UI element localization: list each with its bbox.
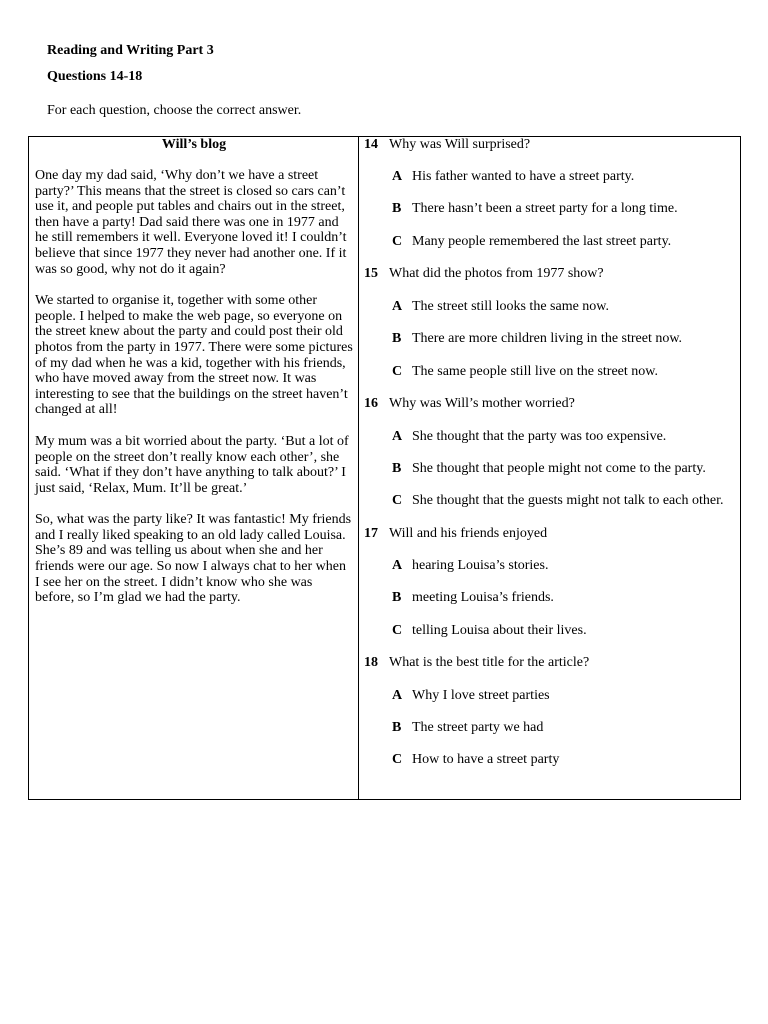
option-text: She thought that the party was too expensive. [412, 429, 667, 444]
option-text: His father wanted to have a street party. [412, 169, 635, 184]
option-16-a[interactable] [392, 429, 666, 445]
option-letter: A [392, 558, 403, 573]
option-17-a[interactable] [392, 558, 548, 574]
option-16-c[interactable] [392, 493, 723, 509]
question-text: Why was Will surprised? [389, 137, 531, 152]
blog-title: Will’s blog [161, 137, 227, 152]
option-14-c[interactable] [392, 234, 671, 250]
option-text: The same people still live on the street now. [412, 364, 658, 379]
option-16-b[interactable] [392, 461, 706, 477]
question-15 [364, 266, 604, 282]
option-letter: B [392, 201, 402, 216]
option-18-b[interactable] [392, 720, 543, 736]
option-letter: C [392, 234, 403, 249]
option-17-c[interactable] [392, 623, 587, 639]
blog-paragraph: My mum was a bit worried about the party. ‘But a lot of people on the street don’t really know each other’, she said. ‘What if they don’t have anything to talk about?’ I just said, ‘Relax, Mum. It’ll be great.’ [35, 433, 349, 496]
option-letter: B [392, 461, 402, 476]
option-14-a[interactable] [392, 169, 634, 185]
option-letter: A [392, 688, 403, 703]
blog-paragraph: So, what was the party like? It was fantastic! My friends and I really liked speaking to an old lady called Louisa. She’s 89 and was telling us about when she and her friends were our age. So now I always chat to her when I see her on the street. I didn’t know who she was before, so I’m glad we had the party. [35, 512, 352, 606]
option-15-b[interactable] [392, 331, 682, 347]
question-number: 15 [364, 266, 378, 281]
option-letter: A [392, 169, 403, 184]
option-text: meeting Louisa’s friends. [412, 590, 554, 605]
option-letter: B [392, 331, 402, 346]
question-table [28, 136, 741, 800]
option-15-a[interactable] [392, 299, 609, 315]
question-number: 18 [364, 655, 378, 670]
option-letter: B [392, 720, 402, 735]
option-text: hearing Louisa’s stories. [412, 558, 549, 573]
question-number: 16 [364, 396, 378, 411]
option-letter: C [392, 493, 403, 508]
question-number: 17 [364, 526, 378, 541]
option-text: telling Louisa about their lives. [412, 623, 587, 638]
option-15-c[interactable] [392, 364, 658, 380]
option-text: Why I love street parties [412, 688, 550, 703]
option-text: She thought that the guests might not talk to each other. [412, 493, 724, 508]
option-text: The street still looks the same now. [412, 299, 609, 314]
question-text: What is the best title for the article? [389, 655, 590, 670]
option-text: There are more children living in the street now. [412, 331, 683, 346]
option-letter: B [392, 590, 402, 605]
question-text: What did the photos from 1977 show? [389, 266, 604, 281]
page-title: Reading and Writing Part 3 [47, 43, 214, 58]
option-18-c[interactable] [392, 752, 559, 768]
blog-paragraph: We started to organise it, together with some other people. I helped to make the web page, so everyone on the street knew about the party and could post their old photos from the party in 1977. There were some pictures of my dad when he was a kid, together with his friends, who have moved away from the street now. It was interesting to see that the buildings on the street haven’t changed at all! [35, 293, 353, 418]
option-letter: A [392, 299, 403, 314]
question-text: Why was Will’s mother worried? [389, 396, 575, 411]
blog-paragraph: One day my dad said, ‘Why don’t we have a street party?’ This means that the street is closed so cars can’t use it, and people put tables and chairs out in the street, then have a party! Dad said there was one in 1977 and he still remembers it well. Everyone loved it! I couldn’t believe that since 1977 they never had another one. If it was so good, why not do it again? [35, 168, 347, 277]
option-text: How to have a street party [412, 752, 560, 767]
option-18-a[interactable] [392, 688, 550, 704]
option-17-b[interactable] [392, 590, 554, 606]
question-number: 14 [364, 137, 378, 152]
question-17 [364, 526, 547, 542]
question-18 [364, 655, 589, 671]
blog-column [35, 137, 353, 606]
option-letter: C [392, 752, 403, 767]
instruction-text: For each question, choose the correct answer. [47, 103, 302, 118]
question-16 [364, 396, 575, 412]
column-divider [358, 137, 359, 799]
question-text: Will and his friends enjoyed [389, 526, 548, 541]
questions-range: Questions 14-18 [47, 69, 143, 84]
option-letter: C [392, 364, 403, 379]
option-text: She thought that people might not come to the party. [412, 461, 706, 476]
option-letter: C [392, 623, 403, 638]
option-text: The street party we had [412, 720, 544, 735]
option-text: Many people remembered the last street party. [412, 234, 672, 249]
option-letter: A [392, 429, 403, 444]
option-14-b[interactable] [392, 201, 678, 217]
option-text: There hasn’t been a street party for a long time. [412, 201, 678, 216]
question-14 [364, 137, 530, 153]
